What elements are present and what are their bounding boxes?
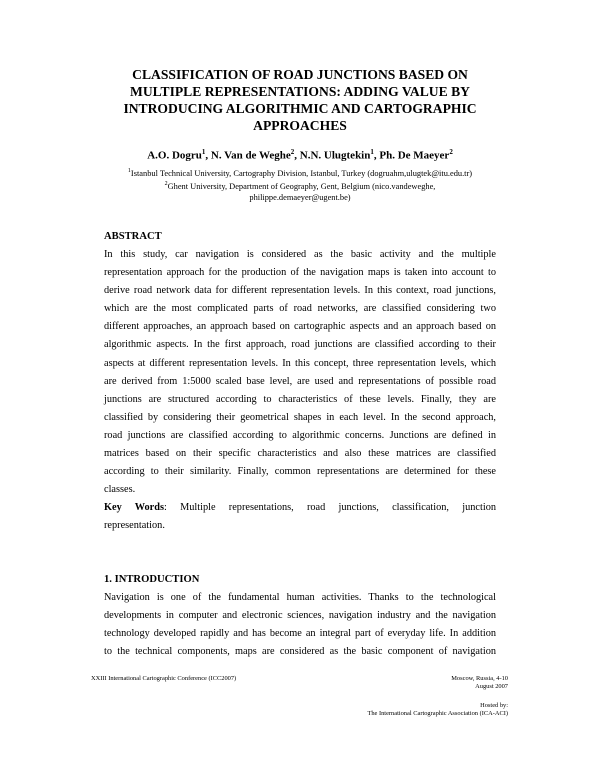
affiliations [60, 166, 540, 203]
title-line: INTRODUCING ALGORITHMIC AND CARTOGRAPHIC [123, 101, 477, 116]
footer-conference: XXIII International Cartographic Conference (ICC2007) [91, 675, 237, 682]
introduction-body [104, 589, 496, 661]
title-line: CLASSIFICATION OF ROAD JUNCTIONS BASED ON [132, 67, 468, 82]
author-name: Ph. De Maeyer [379, 149, 450, 162]
keywords-line: representation. [104, 520, 165, 532]
author-affiliation-mark: 2 [290, 148, 295, 156]
text-line: different approaches, an approach based on cartographic aspects and an approach based on [104, 321, 496, 333]
text-line: algorithmic aspects. In the first approach, road junctions are classified according to their [104, 339, 496, 351]
author-name: A.O. Dogru [147, 149, 202, 162]
text-line: aspects at different representation levels. In this concept, three representation levels, which [104, 357, 496, 369]
title-line: APPROACHES [253, 118, 347, 133]
author-name: N. Van de Weghe [210, 149, 291, 162]
text-line: representation approach for the production of the navigation maps is taken into account to [104, 267, 496, 279]
text-line: to the technical components, maps are considered as the basic component of navigation [104, 646, 496, 658]
text-line: In this study, car navigation is considered as the basic activity and the multiple [104, 249, 496, 260]
text-line: which are the most complicated parts of road networks, are classified considering two [104, 303, 496, 315]
affiliation-line: philippe.demaeyer@ugent.be) [249, 192, 351, 202]
text-line: developments in computer and electronic sciences, navigation industry and the navigation [104, 610, 496, 622]
text-line: road junctions are classified according to algorithmic concerns. Junctions are defined in [104, 429, 496, 441]
author-affiliation-mark: 1 [370, 148, 374, 156]
text-line: technology developed rapidly and has become an integral part of everyday life. In addition [104, 628, 496, 640]
footer-location: Moscow, Russia, 4-10 August 2007 [451, 675, 508, 691]
keywords-label: Key Words [104, 502, 164, 514]
text-line: derive road network data for different representation levels. In this context, road junctions, [104, 285, 496, 297]
footer-host: Hosted by: The International Cartographic Association (ICA-ACI) [367, 702, 508, 718]
text-line: are derived from 1:5000 scaled base level, are used and representations of possible road [104, 375, 496, 387]
text-line: Navigation is one of the fundamental human activities. Thanks to the technological [104, 592, 496, 603]
text-line: classified by considering their geometrical shapes in each level. In the second approach, [104, 411, 496, 423]
keywords-line: Key Words: Multiple representations, road junctions, classification, junction [104, 502, 496, 514]
abstract-heading: ABSTRACT [104, 231, 162, 242]
text-line: matrices based on their specific characteristics and also these matrices are classified [104, 448, 496, 460]
affiliation-line: $^2$Ghent University, Department of Geography, Gent, Belgium (nico.vandeweghe, [164, 181, 436, 192]
abstract-body [104, 246, 496, 536]
author-affiliation-mark: 1 [201, 148, 206, 156]
author-name: N.N. Ulugtekin [299, 149, 371, 162]
text-line: according to their similarity. Finally, common representations are determined for these [104, 466, 496, 478]
author-affiliation-mark: 2 [449, 148, 453, 156]
introduction-heading: 1. INTRODUCTION [104, 574, 200, 585]
paper-title [90, 66, 510, 134]
title-line: MULTIPLE REPRESENTATIONS: ADDING VALUE BY [130, 84, 470, 99]
affiliation-line: $^1$Istanbul Technical University, Cartography Division, Istanbul, Turkey (dogruahm,ulugtek@itu.edu.tr) [127, 168, 473, 178]
author-list: A.O. Dogru$^1$, N. Van de Weghe$^2$, N.N. Ulugtekin$^1$, Ph. De Maeyer$^2$ [147, 148, 453, 162]
text-line: junctions are structured according to characteristics of these levels. Finally, they are [104, 393, 496, 405]
text-line: classes. [104, 484, 136, 496]
